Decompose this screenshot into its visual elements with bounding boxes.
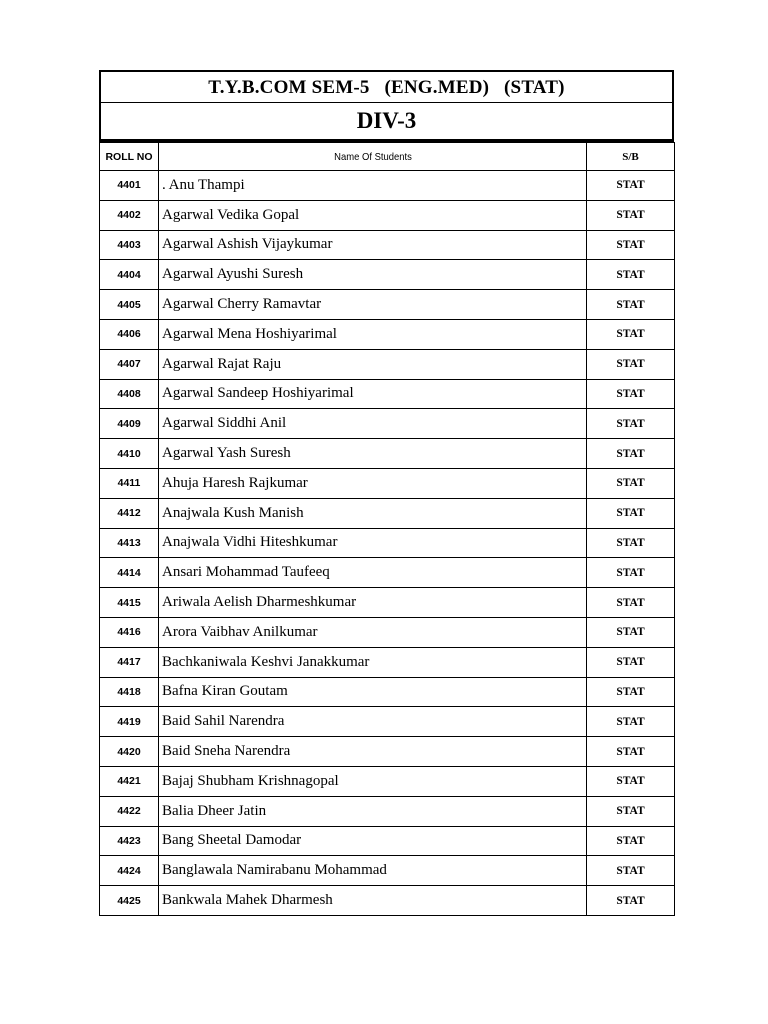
- table-row: [100, 468, 675, 498]
- table-row: [100, 647, 675, 677]
- roll-no-cell: 4413: [100, 528, 159, 558]
- table-row: [100, 796, 675, 826]
- student-name-cell: Anajwala Vidhi Hiteshkumar: [159, 528, 587, 558]
- roll-no-cell: 4404: [100, 260, 159, 290]
- subject-cell: STAT: [587, 379, 675, 409]
- roll-no-cell: 4417: [100, 647, 159, 677]
- table-row: [100, 588, 675, 618]
- student-name-cell: Agarwal Sandeep Hoshiyarimal: [159, 379, 587, 409]
- subject-cell: STAT: [587, 171, 675, 201]
- roll-no-cell: 4402: [100, 200, 159, 230]
- student-name-cell: Ariwala Aelish Dharmeshkumar: [159, 588, 587, 618]
- student-name-cell: Agarwal Rajat Raju: [159, 349, 587, 379]
- subject-cell: STAT: [587, 647, 675, 677]
- student-name-cell: Bankwala Mahek Dharmesh: [159, 886, 587, 916]
- student-name-cell: . Anu Thampi: [159, 171, 587, 201]
- table-row: [100, 856, 675, 886]
- student-name-cell: Balia Dheer Jatin: [159, 796, 587, 826]
- roll-no-cell: 4411: [100, 468, 159, 498]
- table-row: [100, 439, 675, 469]
- subject-cell: STAT: [587, 528, 675, 558]
- subject-cell: STAT: [587, 349, 675, 379]
- table-row: [100, 171, 675, 201]
- student-name-cell: Agarwal Yash Suresh: [159, 439, 587, 469]
- roll-no-cell: 4419: [100, 707, 159, 737]
- subject-cell: STAT: [587, 886, 675, 916]
- student-name-cell: Agarwal Ashish Vijaykumar: [159, 230, 587, 260]
- student-name-cell: Ahuja Haresh Rajkumar: [159, 468, 587, 498]
- roll-no-header: ROLL NO: [100, 143, 159, 171]
- subject-cell: STAT: [587, 230, 675, 260]
- subject-cell: STAT: [587, 409, 675, 439]
- subject-cell: STAT: [587, 766, 675, 796]
- title-block: [99, 70, 674, 142]
- subject-cell: STAT: [587, 617, 675, 647]
- subject-cell: STAT: [587, 796, 675, 826]
- roll-no-cell: 4420: [100, 737, 159, 767]
- table-row: [100, 319, 675, 349]
- student-name-cell: Agarwal Siddhi Anil: [159, 409, 587, 439]
- student-name-cell: Bang Sheetal Damodar: [159, 826, 587, 856]
- roll-no-cell: 4418: [100, 677, 159, 707]
- table-row: [100, 349, 675, 379]
- roll-no-cell: 4405: [100, 290, 159, 320]
- table-header-row: [100, 143, 675, 171]
- table-row: [100, 826, 675, 856]
- student-table: [99, 142, 675, 916]
- roll-no-cell: 4416: [100, 617, 159, 647]
- course-title: T.Y.B.COM SEM-5 (ENG.MED) (STAT): [101, 72, 672, 103]
- table-row: [100, 677, 675, 707]
- table-row: [100, 260, 675, 290]
- student-list-sheet: [99, 70, 674, 916]
- table-row: [100, 409, 675, 439]
- subject-cell: STAT: [587, 200, 675, 230]
- roll-no-cell: 4407: [100, 349, 159, 379]
- table-row: [100, 528, 675, 558]
- student-name-cell: Bachkaniwala Keshvi Janakkumar: [159, 647, 587, 677]
- student-name-cell: Arora Vaibhav Anilkumar: [159, 617, 587, 647]
- student-name-cell: Banglawala Namirabanu Mohammad: [159, 856, 587, 886]
- table-row: [100, 707, 675, 737]
- subject-cell: STAT: [587, 319, 675, 349]
- subject-cell: STAT: [587, 558, 675, 588]
- roll-no-cell: 4421: [100, 766, 159, 796]
- division-title: DIV-3: [101, 103, 672, 141]
- subject-cell: STAT: [587, 290, 675, 320]
- roll-no-cell: 4403: [100, 230, 159, 260]
- subject-cell: STAT: [587, 677, 675, 707]
- roll-no-cell: 4415: [100, 588, 159, 618]
- roll-no-cell: 4423: [100, 826, 159, 856]
- subject-cell: STAT: [587, 856, 675, 886]
- roll-no-cell: 4401: [100, 171, 159, 201]
- roll-no-cell: 4425: [100, 886, 159, 916]
- student-name-cell: Baid Sahil Narendra: [159, 707, 587, 737]
- roll-no-cell: 4414: [100, 558, 159, 588]
- subject-cell: STAT: [587, 737, 675, 767]
- table-row: [100, 498, 675, 528]
- student-name-cell: Bafna Kiran Goutam: [159, 677, 587, 707]
- student-name-cell: Baid Sneha Narendra: [159, 737, 587, 767]
- subject-cell: STAT: [587, 468, 675, 498]
- table-row: [100, 886, 675, 916]
- student-name-cell: Agarwal Vedika Gopal: [159, 200, 587, 230]
- roll-no-cell: 4409: [100, 409, 159, 439]
- table-row: [100, 766, 675, 796]
- student-name-cell: Agarwal Cherry Ramavtar: [159, 290, 587, 320]
- student-name-cell: Ansari Mohammad Taufeeq: [159, 558, 587, 588]
- subject-cell: STAT: [587, 826, 675, 856]
- name-header: Name Of Students: [180, 143, 565, 171]
- student-name-cell: Agarwal Ayushi Suresh: [159, 260, 587, 290]
- table-row: [100, 200, 675, 230]
- roll-no-cell: 4412: [100, 498, 159, 528]
- subject-header: S/B: [587, 143, 675, 171]
- subject-cell: STAT: [587, 439, 675, 469]
- roll-no-cell: 4406: [100, 319, 159, 349]
- student-name-cell: Bajaj Shubham Krishnagopal: [159, 766, 587, 796]
- table-row: [100, 617, 675, 647]
- table-row: [100, 230, 675, 260]
- subject-cell: STAT: [587, 260, 675, 290]
- roll-no-cell: 4410: [100, 439, 159, 469]
- subject-cell: STAT: [587, 588, 675, 618]
- table-row: [100, 558, 675, 588]
- student-name-cell: Anajwala Kush Manish: [159, 498, 587, 528]
- roll-no-cell: 4408: [100, 379, 159, 409]
- table-row: [100, 290, 675, 320]
- roll-no-cell: 4424: [100, 856, 159, 886]
- subject-cell: STAT: [587, 498, 675, 528]
- table-row: [100, 737, 675, 767]
- student-name-cell: Agarwal Mena Hoshiyarimal: [159, 319, 587, 349]
- subject-cell: STAT: [587, 707, 675, 737]
- roll-no-cell: 4422: [100, 796, 159, 826]
- table-row: [100, 379, 675, 409]
